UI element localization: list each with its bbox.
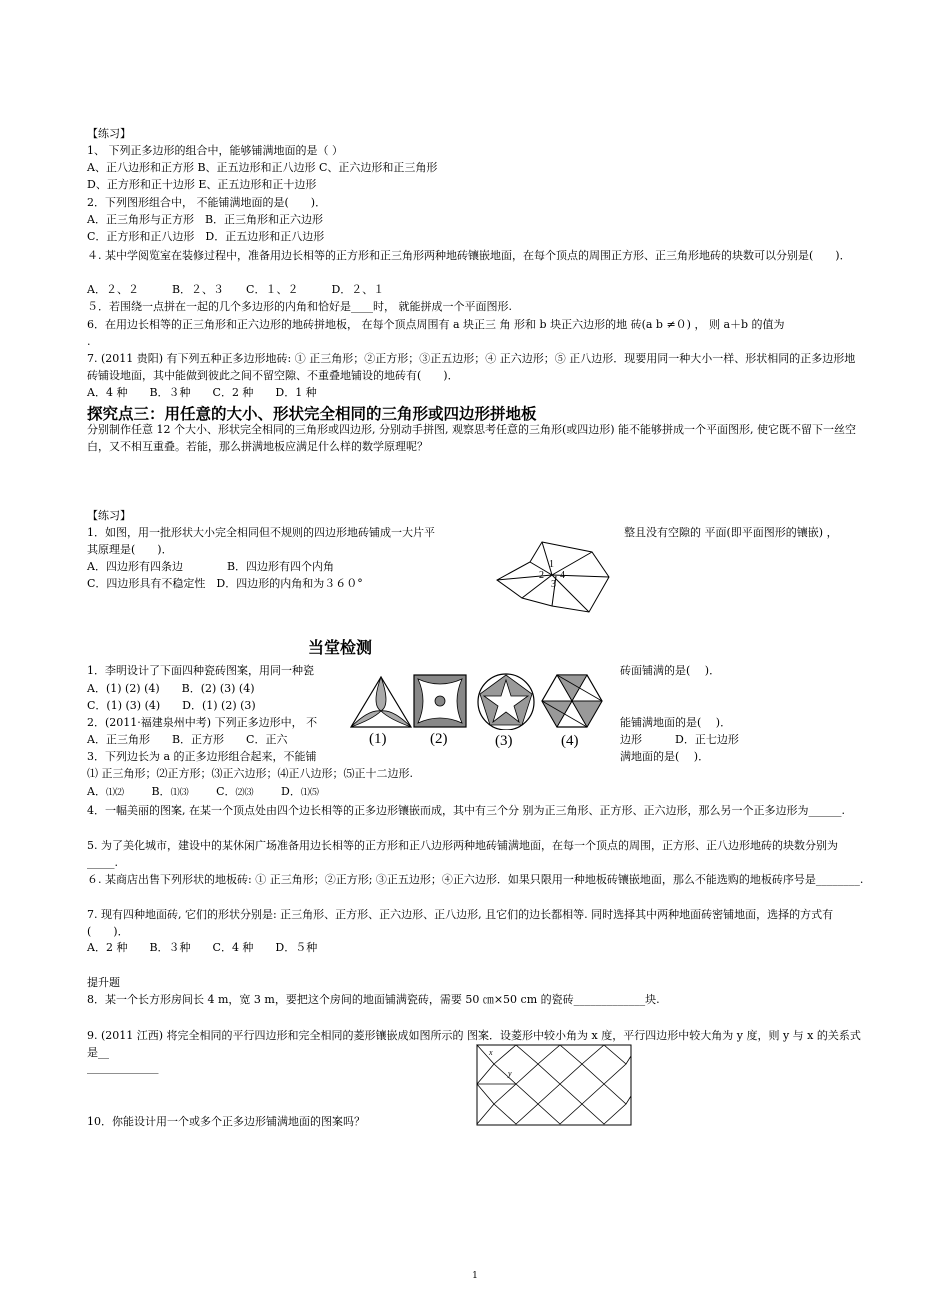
- option-a-label: A．: [87, 785, 106, 798]
- question-6: 6．在用边长相等的正三角形和正六边形的地砖拼地板， 在每个顶点周围有 a 块正三 角 形和 b 块正六边形的地 砖(a b ≠０) ， 则 a＋b 的值为: [87, 318, 785, 331]
- test-question-2-right: 能铺满地面的是( )．: [620, 716, 732, 729]
- option-d-value: ⑴⑸: [300, 788, 319, 798]
- option-b-label: B．: [151, 785, 171, 798]
- tile-figure-3: [476, 672, 536, 730]
- angle-label-4: 4: [560, 570, 565, 581]
- question-1-options-b: D、正方形和正十边形 E、正五边形和正十边形: [87, 178, 317, 191]
- question-7-options: A．4 种 B．３种 C．2 种 D．1 种: [87, 386, 317, 399]
- angle-label-1: 1: [549, 559, 554, 570]
- test-question-1: 1．李明设计了下面四种瓷砖图案，用同一种瓷: [87, 664, 314, 677]
- test-question-3-list: ⑴ 正三角形；⑵正方形；⑶正六边形；⑷正八边形；⑸正十二边形.: [87, 767, 413, 780]
- angle-x-label: x: [489, 1048, 493, 1057]
- test-question-3-options: [87, 785, 319, 800]
- question-5: ５．若围绕一点拼在一起的几个多边形的内角和恰好是____时， 就能拼成一个平面图形.: [87, 300, 512, 313]
- test-question-7-options: A．2 种 B．３种 C．4 种 D．５种: [87, 941, 318, 954]
- test-question-4: 4．一幅美丽的图案, 在某一个顶点处由四个边长相等的正多边形镶嵌而成，其中有三个分 别为正三角形、正方形、正六边形，那么另一个正多边形为______.: [87, 804, 845, 817]
- tile-caption-2: (2): [430, 731, 448, 747]
- test-question-2: 2．(2011·福建泉州中考) 下列正多边形中， 不: [87, 716, 318, 729]
- option-b-value: ⑴⑶: [170, 788, 189, 798]
- test-question-3-right: 满地面的是( )．: [620, 750, 710, 763]
- question-1: 1、 下列正多边形的组合中，能够铺满地面的是（ ）: [87, 144, 343, 157]
- option-a-value: ⑴⑵: [105, 788, 124, 798]
- option-d-label: D．: [281, 785, 301, 798]
- test-question-6: ６. 某商店出售下列形状的地板砖: ① 正三角形；②正方形; ③正五边形；④正六边形．如果只限用一种地板砖镶嵌地面，那么不能选购的地板砖序号是________.: [87, 873, 864, 886]
- test-question-7: 7. 现有四种地面砖, 它们的形状分别是: 正三角形、正方形、正六边形、正八边形, 且它们的边长都相等. 同时选择其中两种地面砖密铺地面，选择的方式有( )．: [87, 908, 834, 938]
- advanced-heading: 提升题: [87, 976, 120, 989]
- angle-y-label: y: [508, 1069, 512, 1078]
- question-4-options: A．２、２ B．２、３ C．１、２ D．２、１: [87, 283, 385, 296]
- test-question-2-options-right: 边形 D．正七边形: [620, 733, 739, 746]
- option-c-value: ⑵⑶: [235, 788, 254, 798]
- test-question-3: 3．下列边长为 a 的正多边形组合起来，不能铺: [87, 750, 317, 763]
- test-question-1-options-c: C．(1) (3) (4) D．(1) (2) (3): [87, 699, 256, 712]
- tile-figure-2: [413, 674, 467, 728]
- page-number: 1: [472, 1271, 478, 1281]
- question-2: 2．下列图形组合中， 不能铺满地面的是( )．: [87, 196, 327, 209]
- tile-caption-4: (4): [561, 733, 579, 749]
- test-title: 当堂检测: [308, 638, 373, 657]
- angle-label-3: 3: [551, 579, 556, 590]
- question-2-options-b: C．正方形和正八边形 D．正五边形和正八边形: [87, 230, 325, 243]
- quadrilateral-tiling-figure: [494, 540, 610, 614]
- tile-caption-3: (3): [495, 733, 513, 749]
- question-7: 7. (2011 贵阳) 有下列五种正多边形地砖: ① 正三角形；②正方形；③正五边形；④ 正六边形；⑤ 正八边形．现要用同一种大小一样、形状相同的正多边形地砖铺设地面，其中能做到彼此之间不留空隙、不重叠地铺设的地砖有( )．: [87, 352, 856, 382]
- question-9-blank: _____________: [87, 1061, 159, 1074]
- practice2-heading: 【练习】: [87, 509, 131, 522]
- question-6-end: .: [87, 335, 91, 348]
- practice-heading: 【练习】: [87, 127, 131, 140]
- question-8: 8．某一个长方形房间长 4 m，宽 3 m，要把这个房间的地面铺满瓷砖，需要 50 ㎝×50 cm 的瓷砖_____________块.: [87, 993, 660, 1006]
- test-question-2-options: A．正三角形 B．正方形 C．正六: [87, 733, 288, 746]
- question-1-options-a: A、正八边形和正方形 B、正五边形和正八边形 C、正六边形和正三角形: [87, 161, 438, 174]
- p2-question-1-b: 其原理是( )．: [87, 543, 173, 556]
- p2-question-1: 1．如图，用一批形状大小完全相同但不规则的四边形地砖铺成一大片平: [87, 526, 435, 539]
- section-title: 探究点三：用任意的大小、形状完全相同的三角形或四边形拼地板: [87, 405, 537, 423]
- question-10: 10．你能设计用一个或多个正多边形铺满地面的图案吗？: [87, 1115, 365, 1128]
- tile-caption-1: (1): [369, 731, 387, 747]
- p2-question-1-right: 整且没有空隙的 平面(即平面图形的镶嵌) ，: [624, 526, 838, 539]
- option-c-label: C．: [216, 785, 236, 798]
- test-question-1-options-a: A．(1) (2) (4) B．(2) (3) (4): [87, 682, 255, 695]
- question-9: 9. (2011 江西) 将完全相同的平行四边形和完全相同的菱形镶嵌成如图所示的 图案．设菱形中较小角为 x 度，平行四边形中较大角为 y 度，则 y 与 x 的关系式是__: [87, 1029, 861, 1059]
- test-question-5: 5. 为了美化城市，建设中的某休闲广场准备用边长相等的正方形和正八边形两种地砖铺满地面，在每一个顶点的周围，正方形、正八边形地砖的块数分别为_____.: [87, 839, 838, 869]
- tile-figure-1: [349, 675, 413, 729]
- question-4: ４. 某中学阅览室在装修过程中，准备用边长相等的正方形和正三角形两种地砖镶嵌地面，在每个顶点的周围正方形、正三角形地砖的块数可以分别是( )．: [87, 249, 851, 262]
- p2-question-1-options-c: C．四边形具有不稳定性 D．四边形的内角和为３６０°: [87, 577, 363, 590]
- test-question-1-right: 砖面铺满的是( )．: [620, 664, 721, 677]
- angle-label-2: 2: [539, 570, 544, 581]
- parallelogram-rhombus-figure: [476, 1044, 632, 1126]
- p2-question-1-options-a: A．四边形有四条边 B．四边形有四个内角: [87, 560, 335, 573]
- question-2-options-a: A．正三角形与正方形 B．正三角形和正六边形: [87, 213, 324, 226]
- tile-figure-4: [541, 673, 603, 729]
- section-body: 分别制作任意 12 个大小、形状完全相同的三角形或四边形, 分别动手拼图, 观察思考任意的三角形(或四边形) 能不能够拼成一个平面图形, 使它既不留下一丝空白，又不相互重叠。若能，那么拼满地板应满足什么样的数学原理呢？: [87, 423, 857, 453]
